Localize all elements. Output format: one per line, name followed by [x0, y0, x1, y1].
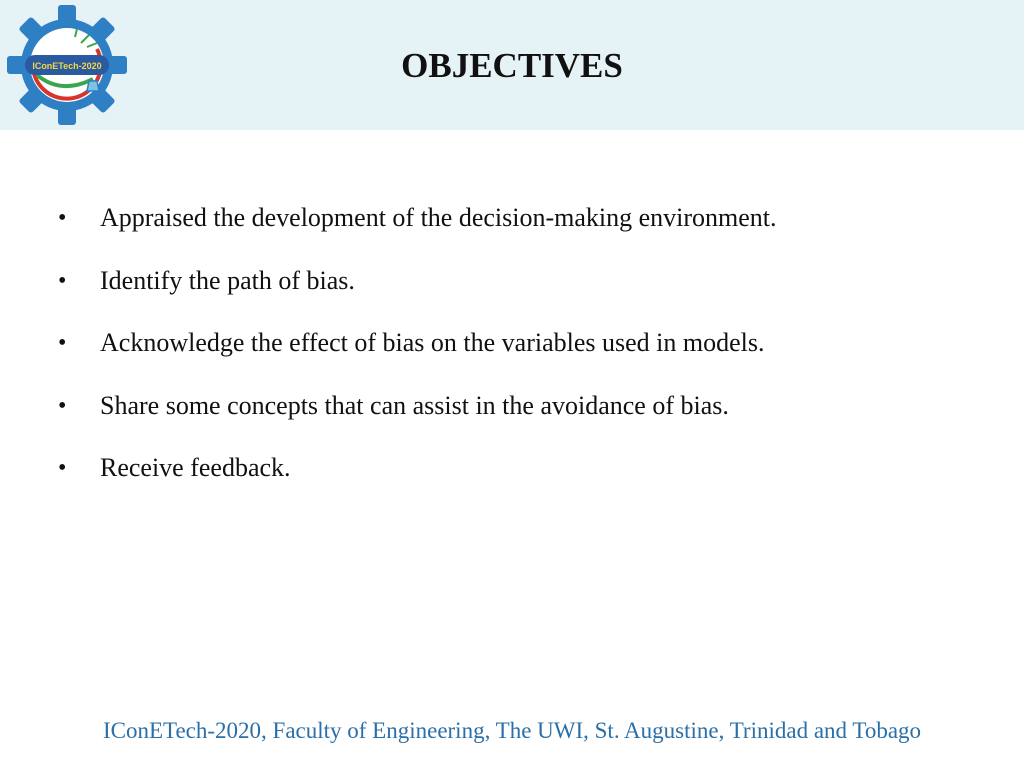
bullet-dot-icon: •: [58, 455, 67, 481]
bullet-dot-icon: •: [58, 267, 67, 294]
bullet-text: Acknowledge the effect of bias on the variables used in models.: [100, 328, 765, 357]
bullet-text: Share some concepts that can assist in the avoidance of bias.: [100, 390, 729, 420]
list-item: [58, 259, 998, 322]
bullet-dot-icon: •: [58, 330, 67, 356]
bullet-dot-icon: •: [58, 205, 67, 231]
slide-title: OBJECTIVES: [401, 46, 623, 85]
list-item: [58, 321, 998, 384]
bullet-dot-icon: •: [58, 392, 67, 419]
logo-text: IConETech-2020: [32, 61, 102, 71]
footer-text: IConETech-2020, Faculty of Engineering, The UWI, St. Augustine, Trinidad and Tobago: [102, 718, 922, 743]
list-item: [58, 196, 998, 259]
bullet-text: Appraised the development of the decision-making environment.: [100, 203, 777, 232]
bullet-text: Receive feedback.: [100, 453, 291, 482]
list-item: [58, 384, 998, 447]
bullet-list: [58, 196, 998, 509]
list-item: [58, 446, 998, 509]
bullet-text: Identify the path of bias.: [100, 265, 355, 295]
